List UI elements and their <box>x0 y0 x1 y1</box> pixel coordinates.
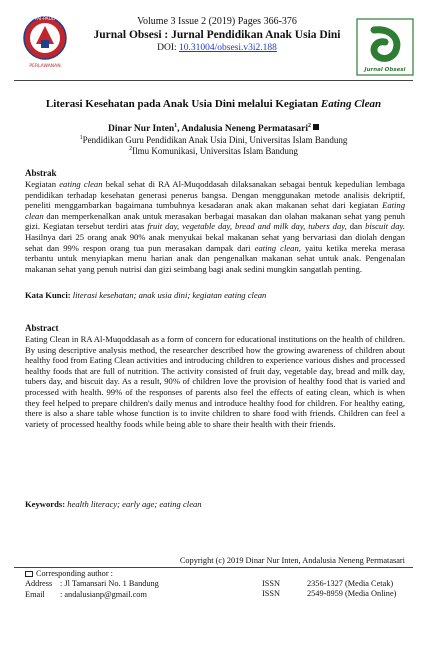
author-line: Dinar Nur Inten$^1$, Andalusia Neneng Permatasari$^2$ <box>14 120 413 135</box>
corresponding-label: Corresponding author : <box>25 569 159 579</box>
envelope-icon <box>25 571 33 577</box>
abstract-heading: Abstract <box>25 323 59 333</box>
doi-link[interactable]: 10.31004/obsesi.v3i2.188 <box>179 43 277 53</box>
abstract-body: Eating Clean in RA Al-Muqoddasah as a form of concern for educational institutions on the health of children. By using descriptive analysis method, the researcher described how the growing awareness of children about healthy food from Eating Clean activities and introducing children to experience various dishes and processed healthy foods that are full of nutrition. The activity consisted of fruit day, vegetable day, bread and milk day, tubers day, and biscuit day. As a result, 90% of children love the provision of healthy food that is varied and processed with health. 99% of the responses of parents also feel the effects of eating clean, which is when they feel helped to prepare children's daily menus and introduce healthy food for children. For healthy eating, there is also a share table whose function is to invite children to share food with friends. Children can feel a variety of processed healthy foods while being able to share their health with their friends. <box>25 334 405 429</box>
affiliation-2: $^2$Ilmu Komunikasi, Universitas Islam Bandung <box>129 146 298 156</box>
issn-online: ISSN 2549-8959 (Media Online) <box>262 589 397 599</box>
copyright-notice: Copyright (c) 2019 Dinar Nur Inten, Andalusia Neneng Permatasari <box>179 556 405 565</box>
journal-name: Jurnal Obsesi : Jurnal Pendidikan Anak Usia Dini <box>93 29 341 41</box>
volume-info: Volume 3 Issue 2 (2019) Pages 366-376 <box>137 16 297 27</box>
jurnal-obsesi-logo-icon <box>356 18 414 76</box>
doi-label: DOI: <box>157 43 179 53</box>
left-logo-subtext: PERLAWANAN <box>29 64 61 69</box>
header-divider <box>14 80 413 81</box>
email-row: Email : andalusianp@gmail.com <box>25 589 147 599</box>
footer-divider <box>14 567 413 568</box>
doi-line <box>82 42 352 54</box>
corresponding-marker-icon <box>313 124 319 130</box>
corresponding-author-block <box>25 569 159 600</box>
header-text <box>82 16 352 54</box>
issn-print: ISSN 2356-1327 (Media Cetak) <box>262 579 394 588</box>
issn-block <box>262 579 396 600</box>
left-logo-text: PAI-PAUD <box>34 17 56 22</box>
affiliation-1: $^1$Pendidikan Guru Pendidikan Anak Usia Dini, Universitas Islam Bandung <box>79 135 348 145</box>
article-title: Literasi Kesehatan pada Anak Usia Dini melalui Kegiatan Eating Clean <box>45 98 382 110</box>
university-logo-icon <box>14 14 76 70</box>
right-logo-text: Jurnal Obsesi <box>364 67 406 73</box>
abstrak-body: Kegiatan eating clean bekal sehat di RA Al-Muqoddasah dilaksanakan sebagai bentuk kepedulian lembaga pendidikan terhadap kesehatan generasi penerus bangsa. Dengan menggunakan metode analisis dekriptif, peneliti menggambarkan bagaimana tumbuhnya kesadaran anak akan makanan sehat dari kegiatan Eating clean dan memperkenalkan anak untuk merasakan berbagai masakan dan olahan makanan sehat yang penuh gizi. Kegiatan tersebut terdiri atas fruit day, vegetable day, bread and milk day, tubers day, dan biscuit day. Hasilnya dari 25 orang anak 90% anak menyukai bekal makanan sehat yang bervariasi dan diolah dengan sehat dan 99% respon orang tua pun merasakan dampak dari eating clean, yaitu ketika mereka merasa terbantu untuk menyiapkan menu harian anak dan pengenalkan makanan sehat untuk anak. Pengenalan makanan sehat yang penuh nutrisi dan gizi seimbang bagi anak sedini mungkin sangatlah penting. <box>25 179 406 274</box>
journal-header <box>14 14 414 76</box>
address-row: Address : Jl Tamansari No. 1 Bandung <box>25 579 159 589</box>
keywords: Keywords: health literacy; early age; eating clean <box>25 499 202 509</box>
kata-kunci: Kata Kunci: literasi kesehatan; anak usia dini; kegiatan eating clean <box>25 290 267 300</box>
abstrak-heading: Abstrak <box>25 168 57 178</box>
